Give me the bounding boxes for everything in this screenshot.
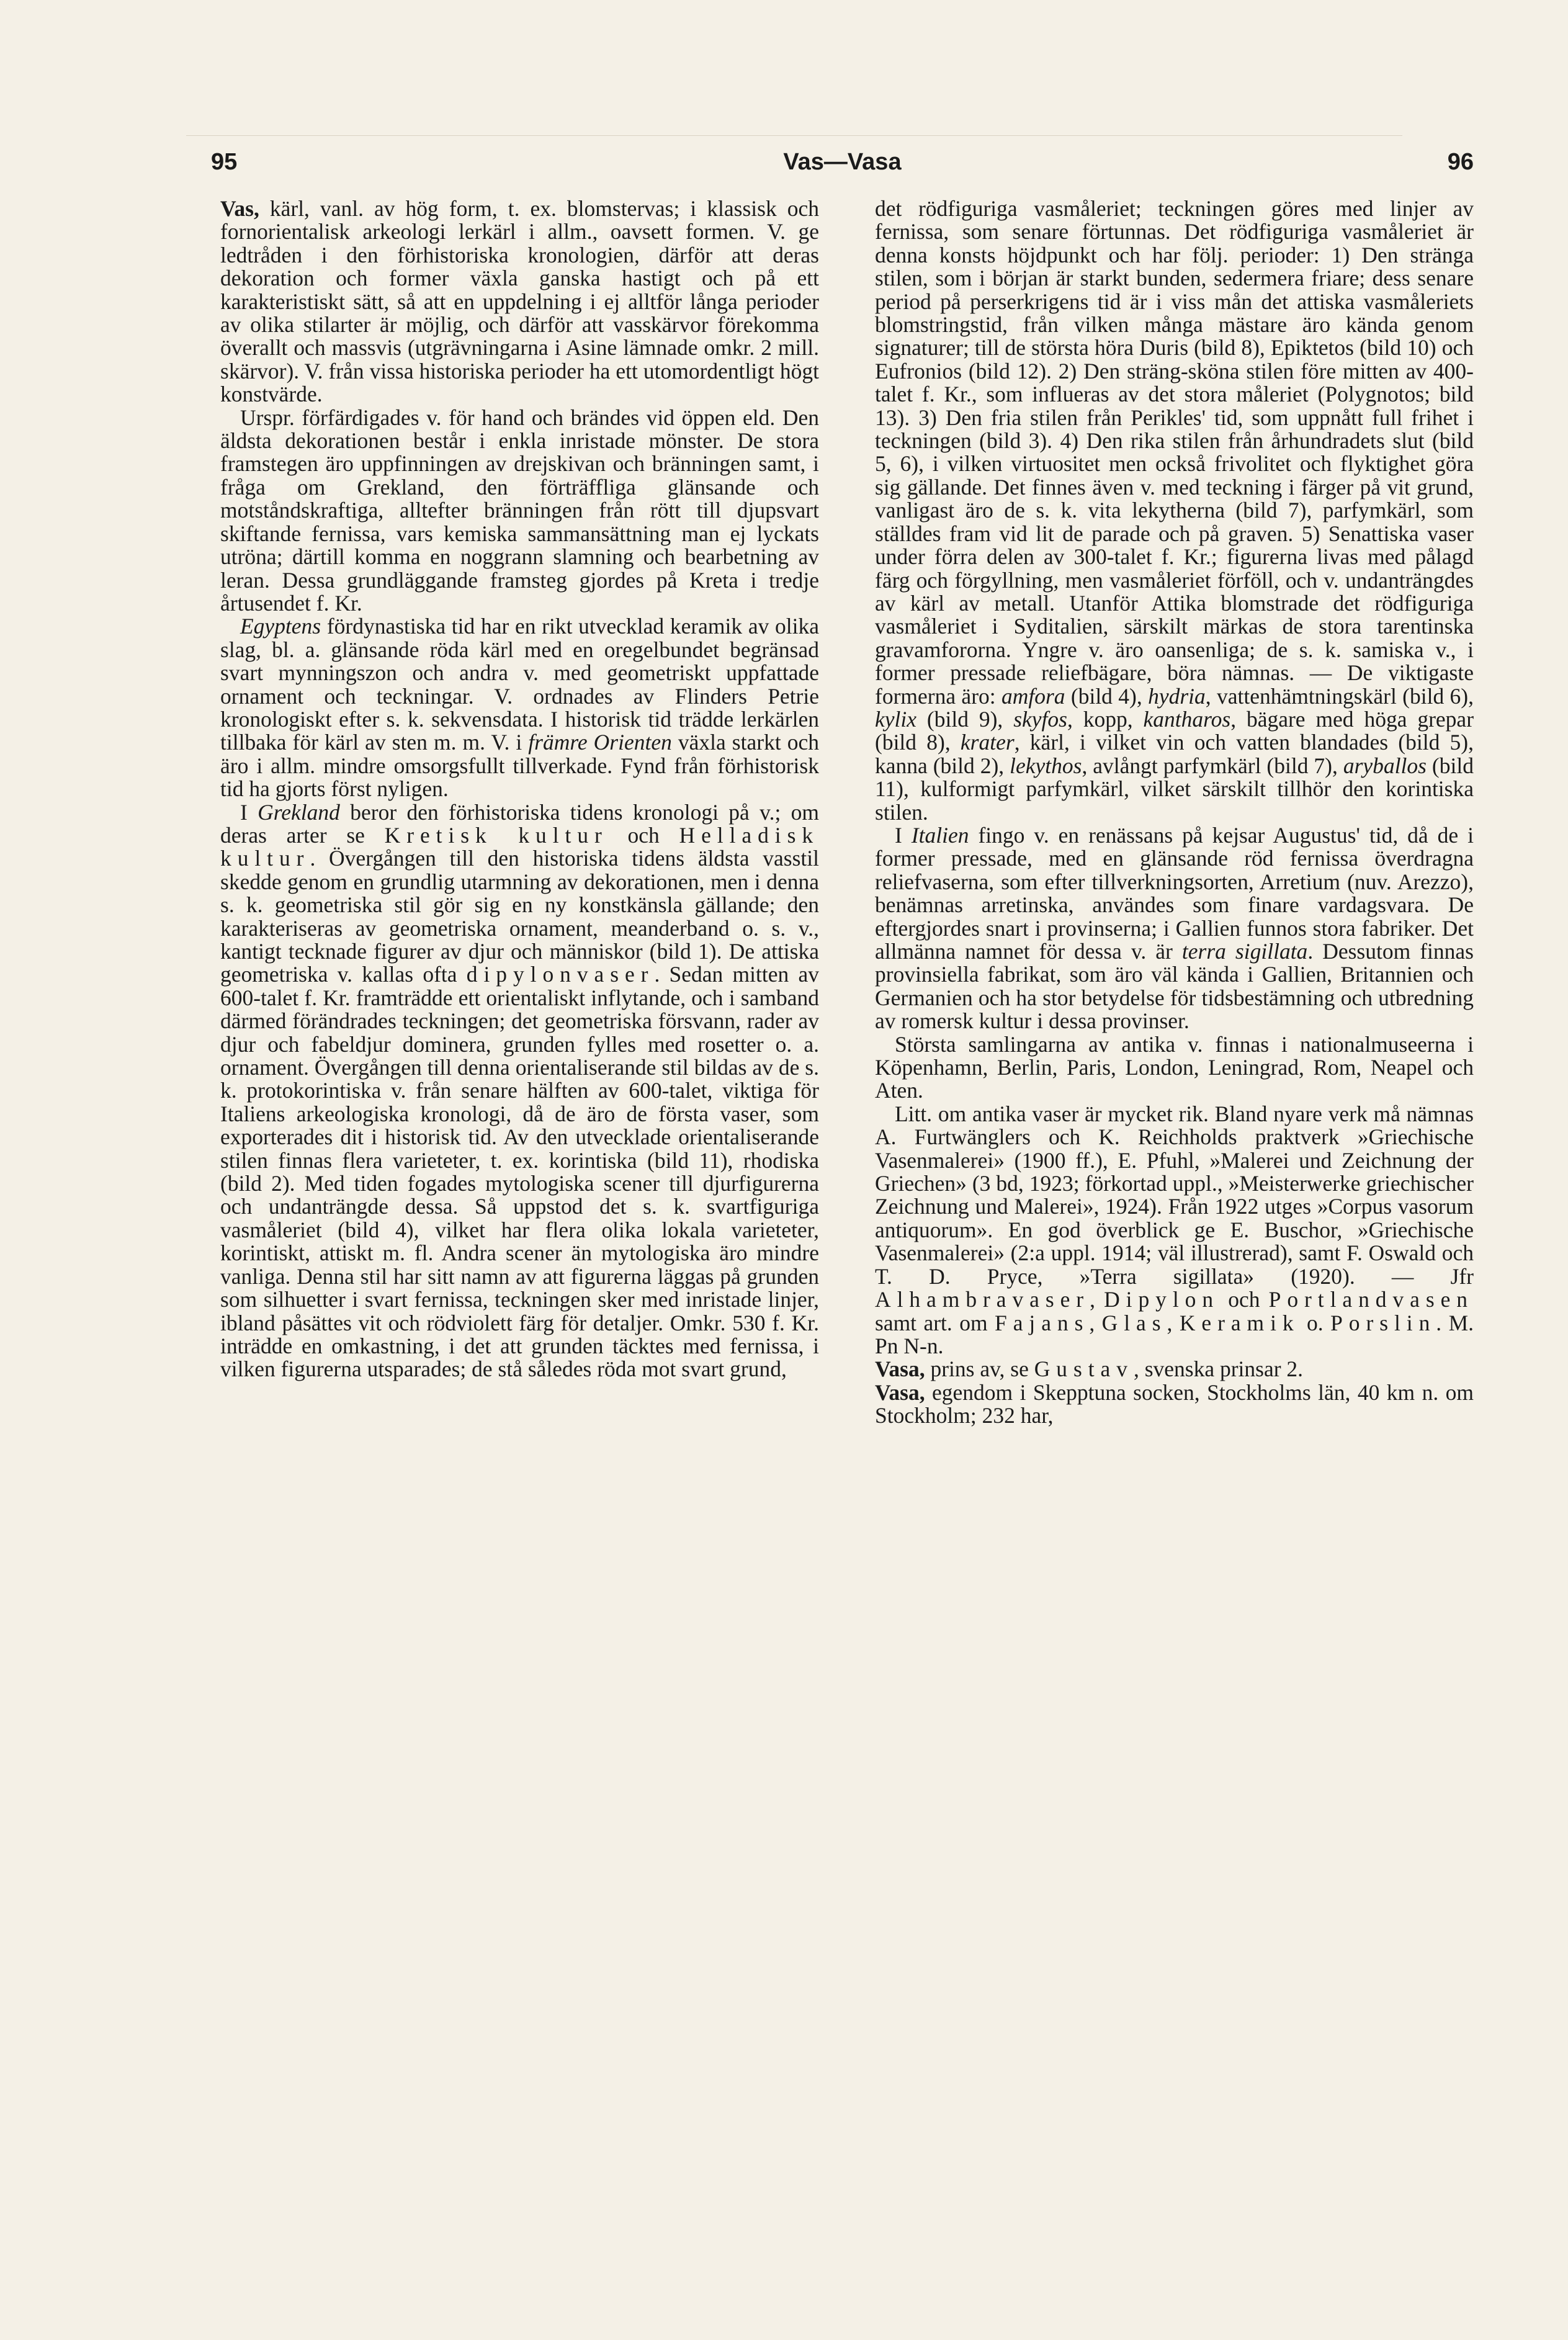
headword-vas: Vas, (220, 196, 259, 221)
label-italy: Italien (911, 822, 969, 848)
label-greece: Grekland (258, 799, 340, 825)
entry-vas-intro (220, 197, 819, 406)
crossref-glas: Glas (1101, 1310, 1167, 1335)
paragraph-egypt: Egyptens fördynastiska tid har en rikt utvecklad keramik av olika slag, bl. a. glänsande röda kärl med en oregelbundet begränsad svart mynningszon och andra v. med geometriskt uppfattade ornament och teckningar. V. ordnades av Flinders Petrie kronologiskt efter s. k. sekvensdata. I historisk tid trädde lerkärlen tillbaka för kärl av sten m. m. V. i främre Orienten växla starkt och äro i allm. mindre omsorgsfullt tillverkade. Fynd från förhistorisk tid ha gjorts först nyligen. (220, 614, 819, 802)
term-kantharos: kantharos (1143, 706, 1231, 732)
right-column (875, 197, 1474, 1428)
crossref-gustav: Gustav (1034, 1356, 1134, 1382)
page-header (205, 149, 1480, 192)
label-orient: främre Orienten (528, 730, 672, 755)
paragraph-collections: Största samlingarna av antika v. finnas i nationalmuseerna i Köpenhamn, Berlin, Paris, London, Leningrad, Rom, Neapel och Aten. (875, 1031, 1474, 1103)
term-kylix: kylix (875, 706, 916, 732)
crossref-portlandvasen: Portlandvasen (1268, 1287, 1474, 1312)
page-number-left: 95 (211, 149, 238, 175)
crossref-helladisk-kultur: Helladisk kultur (220, 822, 820, 871)
entry-vasa-prins: Vasa, prins av, se Gustav, svenska prinsar 2. (875, 1356, 1304, 1382)
crossref-kretisk-kultur: Kretisk kultur (384, 822, 608, 848)
term-dipylonvaser: dipylonvaser (466, 962, 655, 987)
crossref-dipylon: Dipylon (1104, 1287, 1220, 1312)
term-krater: krater (960, 730, 1015, 755)
crossref-fajans: Fajans (995, 1310, 1090, 1335)
paragraph-literature: Litt. om antika vaser är mycket rik. Bland nyare verk må nämnas A. Furtwänglers och K. Reichholds praktverk »Griechische Vasenmalerei» (1900 ff.), E. Pfuhl, »Malerei und Zeichnung der Griechen» (3 bd, 1923; förkortad uppl., »Meisterwerke griechischer Zeichnung und Malerei», 1924). Från 1922 utges »Corpus vasorum antiquorum». En god överblick ge E. Buschor, »Griechische Vasenmalerei» (2:a uppl. 1914; väl illustrerad), samt F. Oswald och T. D. Pryce, »Terra sigillata» (1920). — Jfr Alhambravaser, Dipylon och Portlandvasen samt art. om Fajans, Glas, Keramik o. Porslin. M. Pn N-n. (875, 1101, 1474, 1358)
crossref-porslin: Porslin (1330, 1310, 1436, 1335)
label-egypt: Egyptens (240, 614, 321, 639)
headword-vasa-1: Vasa, (875, 1356, 925, 1382)
crossref-alhambravaser: Alhambravaser (875, 1287, 1090, 1312)
crossref-keramik: Keramik (1179, 1310, 1300, 1335)
page-top-rule (186, 135, 1402, 136)
paragraph-redfigure: det rödfiguriga vasmåleriet; teckningen göres med linjer av fernissa, som senare förtunnas. Det rödfiguriga vasmåleriet är denna konsts höjdpunkt och har följ. perioder: 1) Den stränga stilen, som i början är starkt bunden, sedermera friare; dess senare period på perserkrigens tid är i viss mån det attiska vasmåleriets blomstringstid, från vilken många mästare äro kända genom signaturer; till de största höra Duris (bild 8), Epiktetos (bild 10) och Eufronios (bild 12). 2) Den sträng-sköna stilen före mitten av 400-talet f. Kr., som influeras av det stora måleriet (Polygnotos; bild 13). 3) Den fria stilen från Perikles' tid, som uppnått full frihet i teckningen (bild 3). 4) Den rika stilen från århundradets slut (bild 5, 6), i vilken virtuositet men också frivolitet och flyktighet göra sig gällande. Det finnes även v. med teckning i färger på vit grund, vanligast äro de s. k. vita lekytherna (bild 7), parfymkärl, som ställdes fram vid lit de parade och på graven. 5) Senattiska vaser under förra delen av 300-talet f. Kr.; figurerna livas med pålagd färg och förgyllning, men vasmåleriet förföll, och v. undanträngdes av kärl av metall. Utanför Attika blomstrade det rödfiguriga vasmåleriet i Syditalien, särskilt märkas de stora tarentinska gravamfororna. Yngre v. äro oansenliga; de s. k. samiska v., i former pressade reliefbägare, böra nämnas. — De viktigaste formerna äro: amfora (bild 4), hydria, vattenhämtningskärl (bild 6), kylix (bild 9), skyfos, kopp, kantharos, bägare med höga grepar (bild 8), krater, kärl, i vilket vin och vatten blandades (bild 5), kanna (bild 2), lekythos, avlångt parfymkärl (bild 7), aryballos (bild 11), kulformigt parfymkärl, vilket särskilt tillhör den korintiska stilen. (875, 196, 1474, 825)
term-aryballos: aryballos (1343, 753, 1427, 778)
term-lekythos: lekythos (1010, 753, 1082, 778)
page-number-right: 96 (1447, 149, 1474, 175)
headword-vasa-2: Vasa, (875, 1379, 925, 1405)
running-head: Vas—Vasa (783, 149, 902, 175)
left-column (220, 197, 819, 1381)
term-skyfos: skyfos (1013, 706, 1067, 732)
paragraph-italy: I Italien fingo v. en renässans på kejsar Augustus' tid, då de i former pressade, med en glänsande röd fernissa överdragna reliefvaserna, som efter tillverkningsorten, Arretium (nuv. Arezzo), benämnas arretinska, användes som finare vardagsvara. De eftergjordes snart i provinserna; i Gallien funnos stora fabriker. Det allmänna namnet för dessa v. är terra sigillata. Dessutom finnas provinsiella fabrikat, som äro väl kända i Gallien, Britannien och Germanien och ha stor betydelse för tidsbestämning och utbredning av romersk kultur i dessa provinser. (875, 822, 1474, 1034)
paragraph-greece: I Grekland beror den förhistoriska tidens kronologi på v.; om deras arter se Kretisk kultur och Helladisk kultur. Övergången till den historiska tidens äldsta vasstil skedde genom en grundlig utarmning av dekorationen, men i denna s. k. geometriska stil gör sig en ny konstkänsla gällande; den karakteriseras av geometriska ornament, meanderband o. s. v., kantigt tecknade figurer av djur och människor (bild 1). De attiska geometriska v. kallas ofta dipylonvaser. Sedan mitten av 600-talet f. Kr. framträdde ett orientaliskt inflytande, och i samband därmed förändrades teckningen; det geometriska försvann, rader av djur och fabeldjur dominera, grunden fylles med rosetter o. a. ornament. Övergången till denna orientaliserande stil bildas av de s. k. protokorintiska v. från senare hälften av 600-talet, viktiga för Italiens arkeologiska kronologi, då de äro de första vaser, som exporterades dit i historisk tid. Av den utvecklade orientaliserande stilen finnas flera varieteter, t. ex. korintiska (bild 11), rhodiska (bild 2). Med tiden fogades mytologiska scener till djurfigurerna och undanträngde dessa. Så uppstod det s. k. svartfiguriga vasmåleriet (bild 4), vilket har flera olika lokala varieteter, korintiskt, attiskt m. fl. Andra scener än mytologiska äro mindre vanliga. Denna stil har sitt namn av att figurerna läggas på grunden som silhuetter i svart fernissa, teckningen sker med inristade linjer, ibland påsättes vit och rödviolett färg för detaljer. Omkr. 530 f. Kr. inträdde en omkastning, i det att grunden täcktes med fernissa, i vilken figurerna utsparades; de stå således röda mot svart grund, (220, 799, 820, 1382)
paragraph-manufacture: Urspr. förfärdigades v. för hand och brändes vid öppen eld. Den äldsta dekorationen består i enkla inristade mönster. De stora framstegen äro uppfinningen av drejskivan och bränningen samt, i fråga om Grekland, den förträffliga glänsande och motståndskraftiga, alltefter bränningen från rött till djupsvart skiftande fernissa, vars kemiska sammansättning man ej lyckats utröna; därtill komma en noggrann slamning och bearbetning av leran. Dessa grundläggande framsteg gjordes på Kreta i tredje årtusendet f. Kr. (220, 405, 819, 616)
term-amfora: amfora (1001, 683, 1065, 709)
entry-vasa-egendom: Vasa, egendom i Skepptuna socken, Stockholms län, 40 km n. om Stockholm; 232 har, (875, 1379, 1474, 1428)
term-terra-sigillata: terra sigillata (1181, 939, 1308, 964)
term-hydria: hydria (1148, 683, 1206, 709)
entry-vas-text: kärl, vanl. av hög form, t. ex. blomstervas; i klassisk och fornorientalisk arkeologi lerkärl i allm., oavsett formen. V. ge ledtråden i den förhistoriska kronologien, därför att deras dekoration och former växla ganska hastigt och på ett karakteristiskt sätt, så att en uppdelning i ej alltför långa perioder av olika stilarter är möjlig, och därför att vasskärvor förekomma överallt och massvis (utgrävningarna i Asine lämnade omkr. 2 mill. skärvor). V. från vissa historiska perioder ha ett utomordentligt högt konstvärde. (220, 196, 819, 407)
